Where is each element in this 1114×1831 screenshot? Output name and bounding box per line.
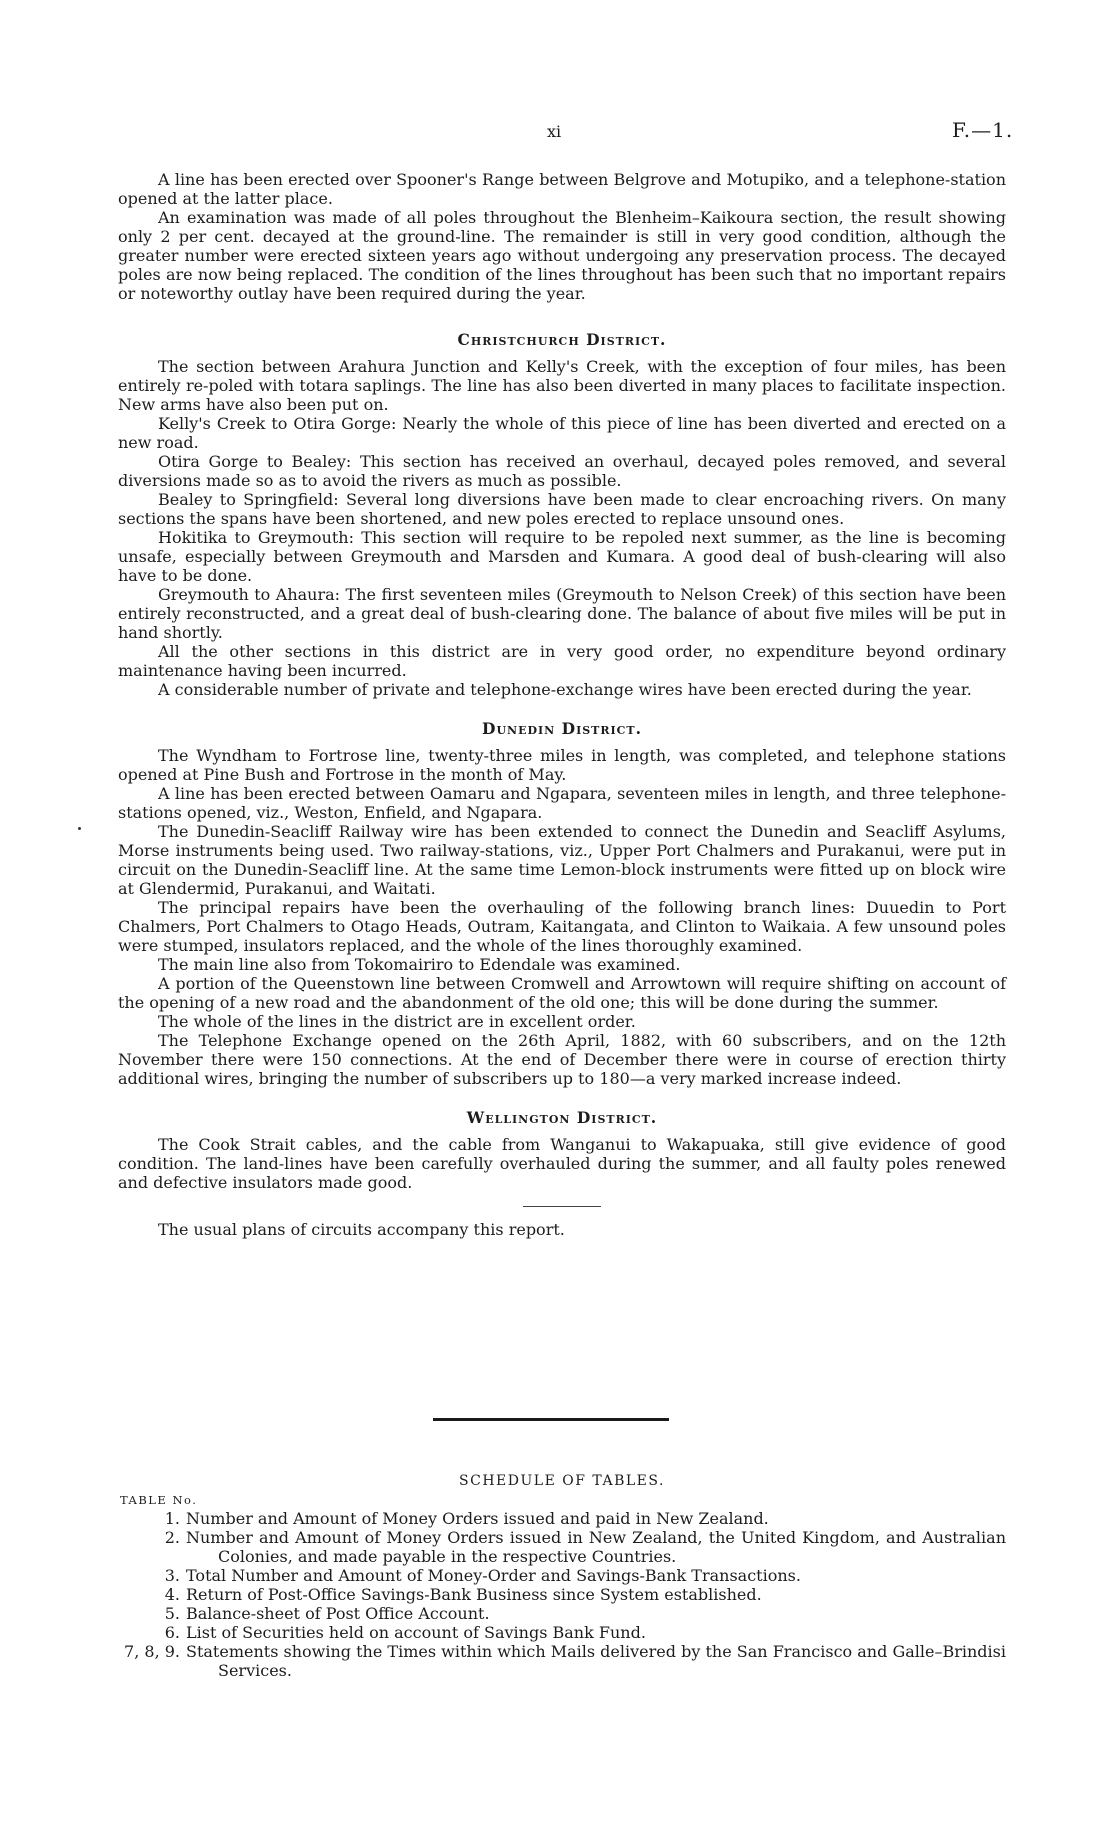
paragraph: The Wyndham to Fortrose line, twenty-three miles in length, was completed, and telephone stations opened at Pine Bush and Fortrose in the month of May. (118, 746, 1006, 784)
paragraph: The Cook Strait cables, and the cable from Wanganui to Wakapuaka, still give evidence of good condition. The land-lines have been carefully overhauled during the summer, and all faulty poles renewed and defective insulators made good. (118, 1135, 1006, 1192)
table-description: Number and Amount of Money Orders issued and paid in New Zealand. (186, 1509, 769, 1528)
paragraph: All the other sections in this district are in very good order, no expenditure beyond ordinary maintenance having been incurred. (118, 642, 1006, 680)
table-number: 3. (164, 1566, 180, 1585)
schedule-of-tables (118, 1472, 1006, 1680)
table-description: Total Number and Amount of Money-Order and Savings-Bank Transactions. (186, 1566, 801, 1585)
paragraph: Bealey to Springfield: Several long diversions have been made to clear encroaching rivers. On many sections the spans have been shortened, and new poles erected to replace unsound ones. (118, 490, 1006, 528)
paragraph: The section between Arahura Junction and Kelly's Creek, with the exception of four miles, has been entirely re-poled with totara saplings. The line has also been diverted in many places to facilitate inspection. New arms have also been put on. (118, 357, 1006, 414)
list-item (118, 1623, 1006, 1642)
paragraph: Greymouth to Ahaura: The first seventeen miles (Greymouth to Nelson Creek) of this section have been entirely reconstructed, and a great deal of bush-clearing done. The balance of about five miles will be put in hand shortly. (118, 585, 1006, 642)
paragraph: Hokitika to Greymouth: This section will require to be repoled next summer, as the line is becoming unsafe, especially between Greymouth and Marsden and Kumara. A good deal of bush-clearing will also have to be done. (118, 528, 1006, 585)
table-number: 4. (164, 1585, 180, 1604)
table-number: 5. (164, 1604, 180, 1623)
page-number: xi (547, 122, 562, 141)
schedule-list (118, 1509, 1006, 1680)
section-heading-dunedin: Dunedin District. (482, 719, 642, 738)
table-description: Statements showing the Times within which Mails delivered by the San Francisco and Galle–Brindisi Services. (186, 1642, 1006, 1680)
paragraph: The principal repairs have been the overhauling of the following branch lines: Duuedin to Port Chalmers, Port Chalmers to Otago Heads, Outram, Kaitangata, and Clinton to Waikaia. A few unsound poles were stumped, insulators replaced, and the whole of the lines thoroughly examined. (118, 898, 1006, 955)
table-number: 7, 8, 9. (124, 1642, 180, 1661)
paragraph: The Dunedin-Seacliff Railway wire has been extended to connect the Dunedin and Seacliff Asylums, Morse instruments being used. Two railway-stations, viz., Upper Port Chalmers and Purakanui, were put in circuit on the Dunedin-Seacliff line. At the same time Lemon-block instruments were fitted up on block wire at Glendermid, Purakanui, and Waitati. (118, 822, 1006, 898)
paragraph: Kelly's Creek to Otira Gorge: Nearly the whole of this piece of line has been diverted and erected on a new road. (118, 414, 1006, 452)
table-description: List of Securities held on account of Savings Bank Fund. (186, 1623, 646, 1642)
table-description: Return of Post-Office Savings-Bank Business since System established. (186, 1585, 762, 1604)
document-reference: F.—1. (952, 118, 1014, 142)
page-header (0, 118, 1114, 146)
paragraph: The Telephone Exchange opened on the 26th April, 1882, with 60 subscribers, and on the 12th November there were 150 connections. At the end of December there were in course of erection thirty additional wires, bringing the number of subscribers up to 180—a very marked increase indeed. (118, 1031, 1006, 1088)
table-number: 6. (164, 1623, 180, 1642)
paragraph: A portion of the Queenstown line between Cromwell and Arrowtown will require shifting on account of the opening of a new road and the abandonment of the old one; this will be done during the summer. (118, 974, 1006, 1012)
section-divider (433, 1418, 669, 1421)
paragraph: Otira Gorge to Bealey: This section has received an overhaul, decayed poles removed, and several diversions made so as to avoid the rivers as much as possible. (118, 452, 1006, 490)
list-item (118, 1604, 1006, 1623)
list-item (118, 1585, 1006, 1604)
paragraph: A line has been erected over Spooner's Range between Belgrove and Motupiko, and a telephone-station opened at the latter place. (118, 170, 1006, 208)
paragraph: A line has been erected between Oamaru and Ngapara, seventeen miles in length, and three telephone-stations opened, viz., Weston, Enfield, and Ngapara. (118, 784, 1006, 822)
closing-paragraph: The usual plans of circuits accompany this report. (158, 1220, 565, 1239)
report-body (118, 170, 1006, 1239)
section-heading-wellington: Wellington District. (466, 1108, 658, 1127)
table-description: Balance-sheet of Post Office Account. (186, 1604, 490, 1623)
table-number: 2. (164, 1528, 180, 1547)
paragraph: An examination was made of all poles throughout the Blenheim–Kaikoura section, the result showing only 2 per cent. decayed at the ground-line. The remainder is still in very good condition, although the greater number were erected sixteen years ago without undergoing any preservation process. The decayed poles are now being replaced. The condition of the lines throughout has been such that no important repairs or noteworthy outlay have been required during the year. (118, 208, 1006, 303)
schedule-title: SCHEDULE OF TABLES. (459, 1473, 665, 1489)
table-description: Number and Amount of Money Orders issued in New Zealand, the United Kingdom, and Australian Colonies, and made payable in the respective Countries. (186, 1528, 1006, 1566)
table-number-label: TABLE No. (120, 1493, 198, 1507)
list-item (118, 1642, 1006, 1680)
list-item (118, 1528, 1006, 1566)
table-number: 1. (164, 1509, 180, 1528)
margin-mark (78, 827, 81, 830)
paragraph: A considerable number of private and telephone-exchange wires have been erected during the year. (158, 680, 972, 699)
list-item (118, 1566, 1006, 1585)
short-divider (523, 1206, 601, 1207)
paragraph: The main line also from Tokomairiro to Edendale was examined. (158, 955, 681, 974)
paragraph: The whole of the lines in the district are in excellent order. (158, 1012, 636, 1031)
section-heading-christchurch: Christchurch District. (457, 330, 667, 349)
list-item (118, 1509, 1006, 1528)
